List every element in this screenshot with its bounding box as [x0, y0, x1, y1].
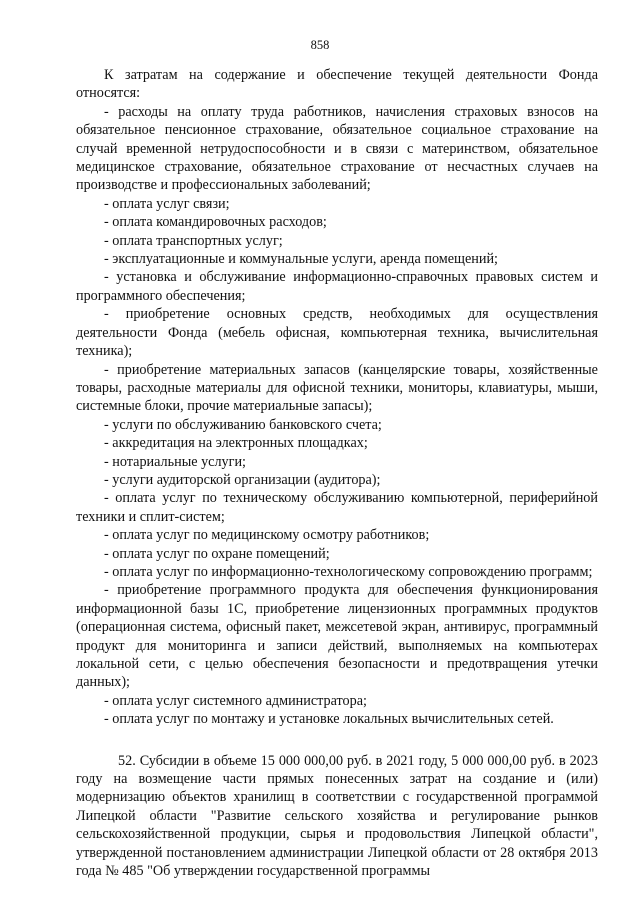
page-body [76, 66, 598, 880]
list-item: - приобретение основных средств, необходимых для осуществления деятельности Фонда (мебель офисная, компьютерная техника, вычислительная техника); [76, 306, 598, 360]
list-item: - установка и обслуживание информационно-справочных правовых систем и программного обеспечения; [76, 269, 598, 304]
list-item: - оплата услуг связи; [104, 195, 230, 212]
list-item: - оплата услуг по медицинскому осмотру работников; [104, 527, 430, 544]
intro-paragraph: К затратам на содержание и обеспечение текущей деятельности Фонда относятся: [76, 67, 598, 102]
list-item: - услуги аудиторской организации (аудитора); [104, 471, 381, 488]
list-item: - оплата услуг по техническому обслуживанию компьютерной, периферийной техники и сплит-систем; [76, 490, 598, 525]
paragraph-spacer [76, 729, 598, 752]
list-item: - приобретение материальных запасов (канцелярские товары, хозяйственные товары, расходные материалы для офисной техники, мониторы, клавиатуры, мыши, системные блоки, прочие материальные запасы); [76, 361, 598, 415]
list-item: - аккредитация на электронных площадках; [104, 435, 368, 452]
list-item: - оплата транспортных услуг; [104, 232, 283, 249]
list-item: - услуги по обслуживанию банковского счета; [104, 416, 382, 433]
list-item: - оплата услуг по монтажу и установке локальных вычислительных сетей. [104, 711, 554, 728]
list-item: - оплата командировочных расходов; [104, 214, 327, 231]
list-item: - оплата услуг по охране помещений; [104, 545, 330, 562]
list-item: - оплата услуг системного администратора; [104, 692, 367, 709]
list-item: - расходы на оплату труда работников, начисления страховых взносов на обязательное пенсионное страхование, обязательное социальное страхование на случай временной нетрудоспособности и в связи с материнством, обязательное медицинское страхование, обязательное страхование от несчастных случаев на производстве и профессиональных заболеваний; [76, 103, 598, 194]
page-number: 858 [310, 38, 330, 52]
list-item: - нотариальные услуги; [104, 453, 246, 470]
list-item: - оплата услуг по информационно-технологическому сопровождению программ; [104, 563, 593, 580]
section-52-paragraph: 52. Субсидии в объеме 15 000 000,00 руб. в 2021 году, 5 000 000,00 руб. в 2023 году на возмещение части прямых понесенных затрат на создание и (или) модернизацию объектов хранилищ в соответствии с государственной программой Липецкой области "Развитие сельского хозяйства и регулирование рынков сельскохозяйственной продукции, сырья и продовольствия Липецкой области", утвержденной постановлением администрации Липецкой области от 28 октября 2013 года № 485 "Об утверждении государственной программы [76, 752, 598, 880]
list-item: - эксплуатационные и коммунальные услуги, аренда помещений; [104, 251, 498, 268]
list-item: - приобретение программного продукта для обеспечения функционирования информационной базы 1С, приобретение лицензионных программных продуктов (операционная система, офисный пакет, межсетевой экран, антивирус, программный продукт для мониторинга и записи действий, выполняемых на компьютерах локальной сети, с целью обеспечения безопасности и предотвращения утечки данных); [76, 582, 598, 691]
